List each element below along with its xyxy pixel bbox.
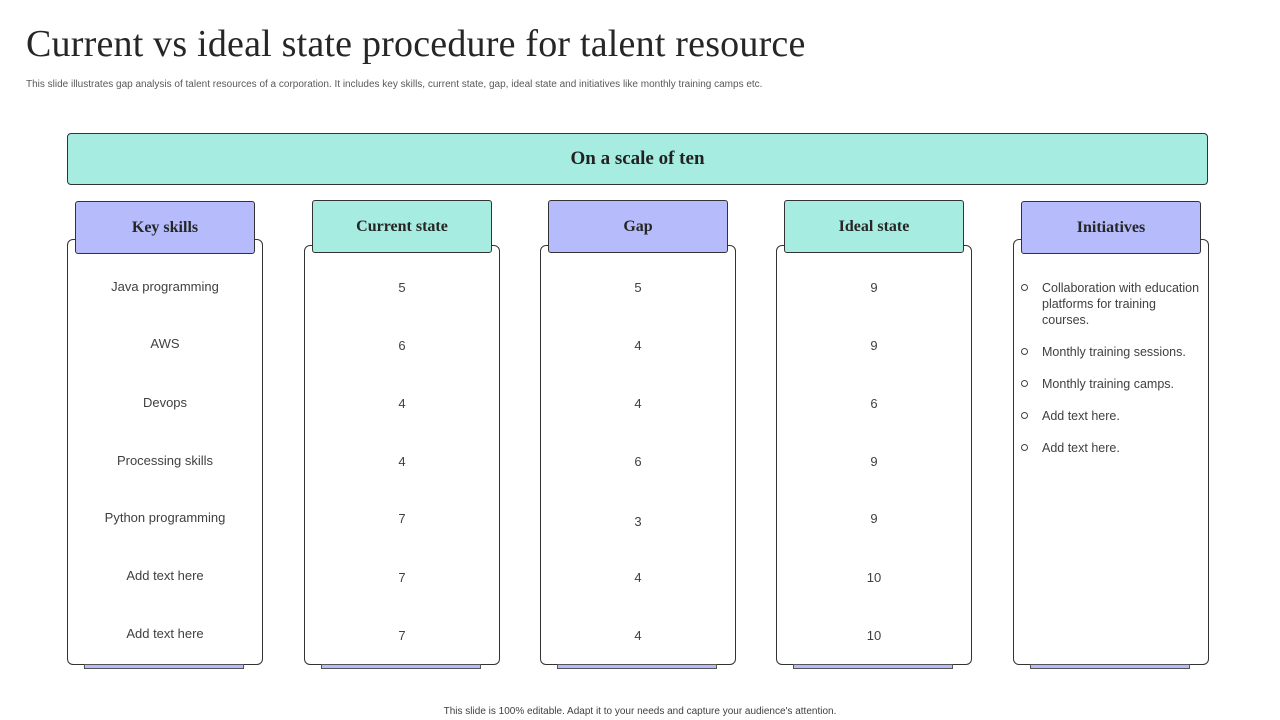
initiative-text: Monthly training camps. [1042, 377, 1175, 391]
circle-bullet-icon [1021, 444, 1028, 451]
column-key-skills [67, 201, 263, 665]
column-footer-bar [321, 664, 481, 669]
gap-cell: 6 [634, 454, 642, 469]
column-ideal-state [776, 200, 972, 665]
current-cell: 7 [398, 511, 406, 526]
gap-cell: 4 [634, 396, 642, 411]
skill-cell: Python programming [104, 510, 226, 525]
circle-bullet-icon [1021, 380, 1028, 387]
initiative-text: Add text here. [1042, 409, 1120, 423]
column-gap [540, 200, 736, 665]
list-item [1021, 280, 1201, 328]
skill-cell: Add text here [126, 568, 204, 583]
column-footer-bar [793, 664, 953, 669]
ideal-cell: 10 [866, 628, 882, 643]
skill-cell: Java programming [111, 279, 219, 294]
column-initiatives [1013, 201, 1209, 665]
skill-cell: Devops [142, 395, 188, 410]
slide-title: Current vs ideal state procedure for talent resource [26, 23, 806, 65]
circle-bullet-icon [1021, 284, 1028, 291]
gap-cell: 3 [634, 514, 642, 529]
current-cell: 7 [398, 570, 406, 585]
column-current-state [304, 200, 500, 665]
current-cell: 4 [398, 454, 406, 469]
circle-bullet-icon [1021, 412, 1028, 419]
scale-banner: On a scale of ten [67, 133, 1208, 185]
header-current-state: Current state [312, 200, 492, 253]
current-cell: 4 [398, 396, 406, 411]
gap-cell: 5 [634, 280, 642, 295]
column-footer-bar [84, 664, 244, 669]
current-cell: 5 [398, 280, 406, 295]
slide-subtitle: This slide illustrates gap analysis of talent resources of a corporation. It includes key skills, current state, gap, ideal state and initiatives like monthly training camps etc. [26, 79, 763, 90]
header-gap: Gap [548, 200, 728, 253]
gap-cell: 4 [634, 338, 642, 353]
ideal-cell: 9 [870, 511, 878, 526]
initiative-text: Add text here. [1042, 441, 1120, 455]
list-item [1021, 408, 1201, 424]
gap-cell: 4 [634, 570, 642, 585]
current-cell: 7 [398, 628, 406, 643]
ideal-cell: 10 [866, 570, 882, 585]
gap-cell: 4 [634, 628, 642, 643]
header-key-skills: Key skills [75, 201, 255, 254]
skill-cell: Add text here [126, 626, 204, 641]
circle-bullet-icon [1021, 348, 1028, 355]
initiative-text: Monthly training sessions. [1042, 345, 1186, 359]
column-box [67, 239, 263, 665]
list-item [1021, 440, 1201, 456]
list-item [1021, 376, 1201, 392]
slide-footer-note: This slide is 100% editable. Adapt it to your needs and capture your audience's attention. [443, 706, 837, 717]
list-item [1021, 344, 1201, 360]
ideal-cell: 6 [870, 396, 878, 411]
ideal-cell: 9 [870, 454, 878, 469]
header-ideal-state: Ideal state [784, 200, 964, 253]
ideal-cell: 9 [870, 338, 878, 353]
initiative-text: Collaboration with education platforms for training courses. [1042, 281, 1200, 327]
ideal-cell: 9 [870, 280, 878, 295]
initiatives-list [1021, 280, 1201, 472]
column-footer-bar [557, 664, 717, 669]
column-footer-bar [1030, 664, 1190, 669]
current-cell: 6 [398, 338, 406, 353]
skill-cell: Processing skills [116, 453, 214, 468]
header-initiatives: Initiatives [1021, 201, 1201, 254]
skill-cell: AWS [150, 336, 180, 351]
